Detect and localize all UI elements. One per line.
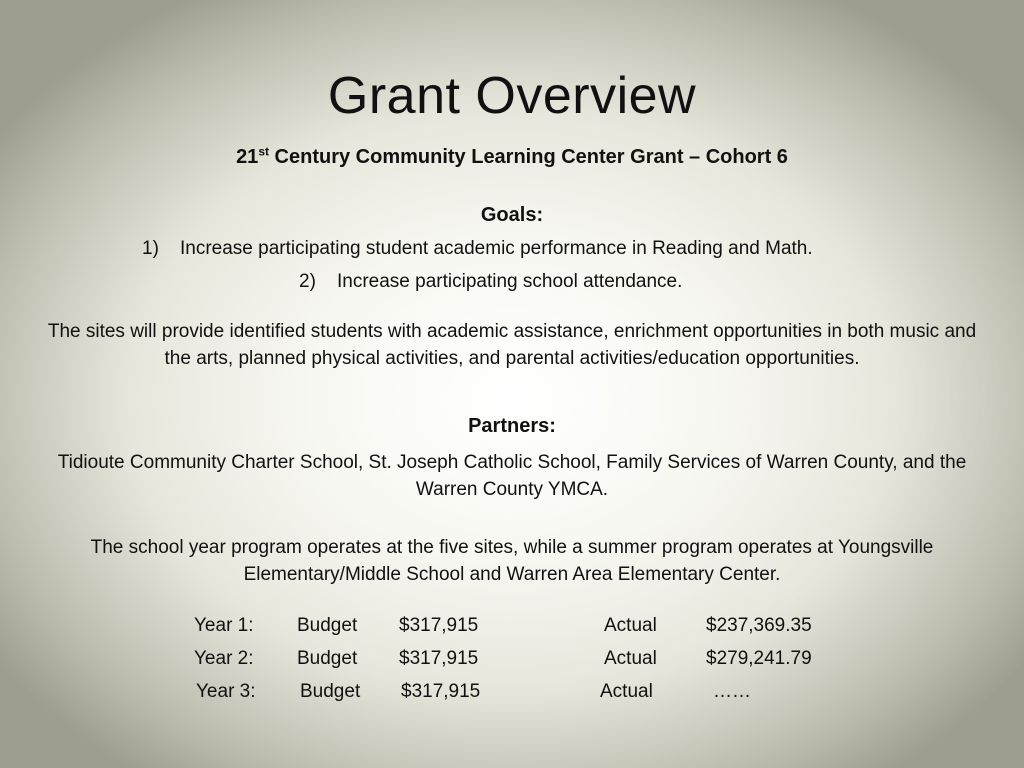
slide-title: Grant Overview — [327, 67, 697, 125]
slide-subtitle — [0, 146, 1024, 169]
partners-paragraph: Tidioute Community Charter School, St. Joseph Catholic School, Family Services of Warren County, and the Warren County YMCA. — [57, 452, 967, 500]
budget-amount: $317,915 — [399, 615, 479, 636]
subtitle-prefix: 21 — [236, 146, 259, 168]
actual-amount: $279,241.79 — [706, 648, 812, 669]
program-note-paragraph: The school year program operates at the five sites, while a summer program operates at Youngsville Elementary/Middle School and Warren Area Elementary Center. — [90, 537, 934, 585]
goal-text: Increase participating student academic performance in Reading and Math. — [180, 238, 813, 259]
budget-year: Year 2: — [194, 648, 254, 669]
actual-label: Actual — [604, 615, 657, 636]
goal-item — [299, 271, 682, 293]
subtitle-superscript: st — [258, 144, 269, 159]
budget-amount: $317,915 — [401, 681, 481, 702]
goals-heading: Goals: — [480, 204, 544, 226]
budget-row — [0, 681, 1024, 707]
budget-label: Budget — [297, 615, 358, 636]
actual-label: Actual — [600, 681, 653, 702]
budget-amount: $317,915 — [399, 648, 479, 669]
subtitle-rest: Century Community Learning Center Grant – Cohort 6 — [268, 146, 788, 168]
budget-label: Budget — [300, 681, 361, 702]
actual-label: Actual — [604, 648, 657, 669]
budget-year: Year 3: — [196, 681, 256, 702]
description-paragraph: The sites will provide identified students with academic assistance, enrichment opportunities in both music and the arts, planned physical activities, and parental activities/education opportunities. — [47, 321, 977, 369]
goal-number: 2) — [299, 271, 316, 292]
actual-amount: …… — [713, 681, 751, 702]
budget-row — [0, 648, 1024, 674]
goal-text: Increase participating school attendance. — [337, 271, 683, 292]
budget-label: Budget — [297, 648, 358, 669]
actual-amount: $237,369.35 — [706, 615, 812, 636]
goal-item — [142, 238, 813, 260]
budget-row — [0, 615, 1024, 641]
partners-heading: Partners: — [468, 415, 556, 437]
budget-year: Year 1: — [194, 615, 254, 636]
goal-number: 1) — [142, 238, 159, 259]
